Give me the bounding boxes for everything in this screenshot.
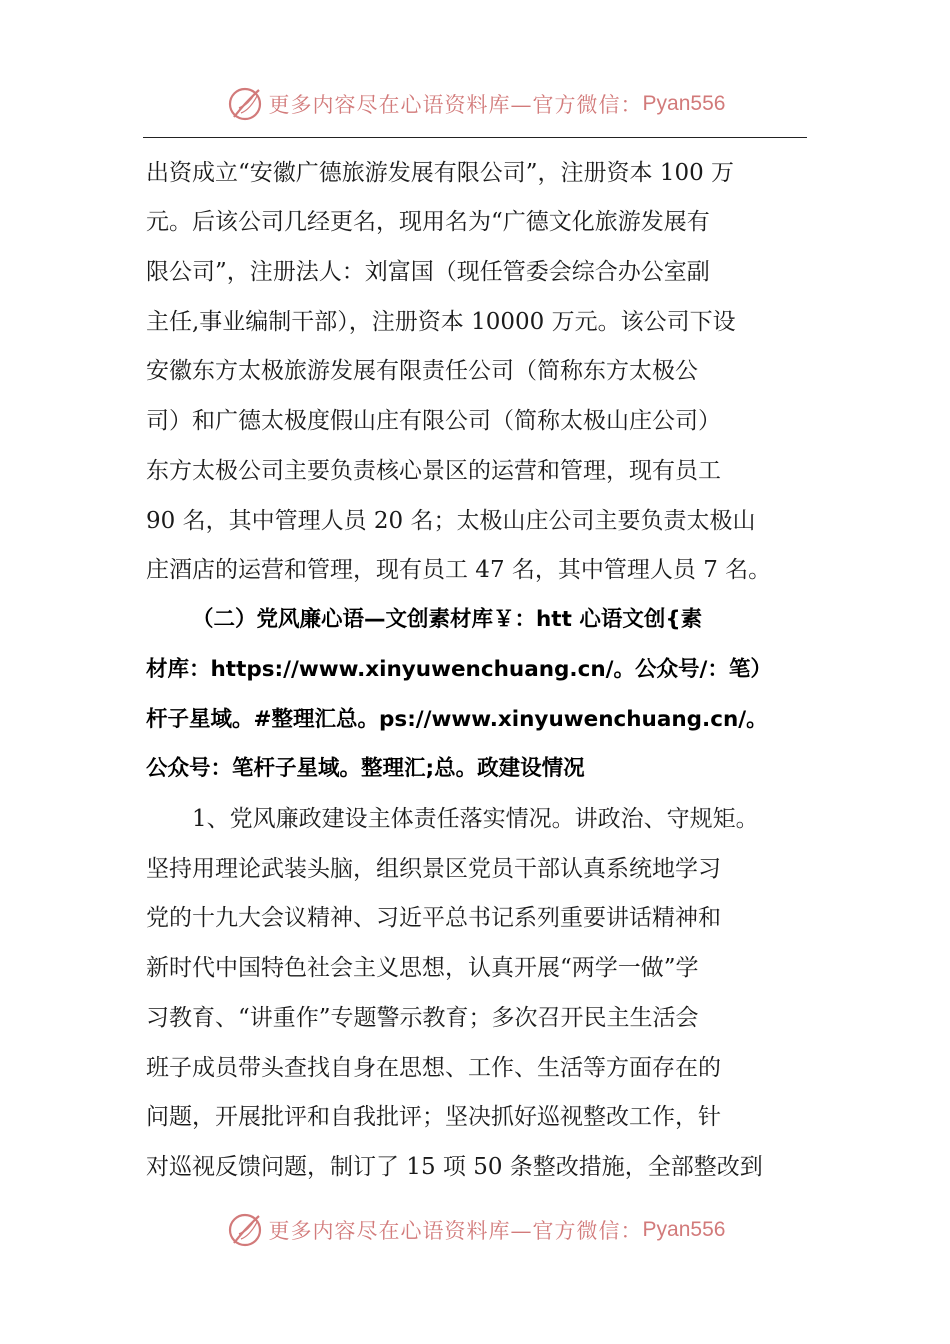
body-line: 限公司”，注册法人：刘富国（现任管委会综合办公室副 bbox=[146, 259, 710, 285]
body-line: 主任,事业编制干部），注册资本 10000 万元。该公司下设 bbox=[146, 309, 736, 335]
body-line: 东方太极公司主要负责核心景区的运营和管理，现有员工 bbox=[146, 458, 721, 484]
body-line: 出资成立“安徽广德旅游发展有限公司”，注册资本 100 万 bbox=[146, 160, 735, 186]
body-line: 庄酒店的运营和管理，现有员工 47 名，其中管理人员 7 名。 bbox=[146, 557, 772, 583]
body-line: 党的十九大会议精神、习近平总书记系列重要讲话精神和 bbox=[146, 905, 721, 931]
header-brand-text: 更多内容尽在心语资料库—官方微信： bbox=[268, 93, 643, 117]
header-wechat-id: Pyan556 bbox=[642, 92, 726, 115]
body-line: 对巡视反馈问题，制订了 15 项 50 条整改措施，全部整改到 bbox=[146, 1154, 763, 1180]
body-line: 安徽东方太极旅游发展有限责任公司（简称东方太极公 bbox=[146, 358, 698, 384]
header-divider bbox=[143, 137, 807, 138]
section-heading-line: （二）党风廉心语—文创素材库￥：htt 心语文创{素 bbox=[192, 607, 703, 632]
section-heading-line: 公众号：笔杆子星域。整理汇;总。政建设情况 bbox=[146, 756, 585, 781]
footer-wechat-id: Pyan556 bbox=[642, 1218, 726, 1241]
body-line: 元。后该公司几经更名，现用名为“广德文化旅游发展有 bbox=[146, 209, 710, 235]
body-line: 90 名，其中管理人员 20 名；太极山庄公司主要负责太极山 bbox=[146, 508, 756, 534]
section-heading-line: 材库：https://www.xinyuwenchuang.cn/。公众号/：笔） bbox=[146, 657, 772, 682]
body-line: 坚持用理论武装头脑，组织景区党员干部认真系统地学习 bbox=[146, 856, 721, 882]
body-line: 问题，开展批评和自我批评；坚决抓好巡视整改工作，针 bbox=[146, 1104, 721, 1130]
section-heading-line: 杆子星域。#整理汇总。ps://www.xinyuwenchuang.cn/。 bbox=[146, 707, 768, 732]
body-line: 司）和广德太极度假山庄有限公司（简称太极山庄公司） bbox=[146, 408, 721, 434]
body-line: 1、党风廉政建设主体责任落实情况。讲政治、守规矩。 bbox=[192, 806, 759, 832]
body-line: 习教育、“讲重作”专题警示教育；多次召开民主生活会 bbox=[146, 1005, 699, 1031]
feather-logo-icon bbox=[225, 84, 265, 124]
header-brand bbox=[0, 80, 950, 128]
footer-brand-text: 更多内容尽在心语资料库—官方微信： bbox=[268, 1219, 643, 1243]
body-line: 班子成员带头查找自身在思想、工作、生活等方面存在的 bbox=[146, 1055, 721, 1081]
body-line: 新时代中国特色社会主义思想，认真开展“两学一做”学 bbox=[146, 955, 699, 981]
feather-logo-icon bbox=[225, 1210, 265, 1250]
footer-brand bbox=[0, 1206, 950, 1254]
